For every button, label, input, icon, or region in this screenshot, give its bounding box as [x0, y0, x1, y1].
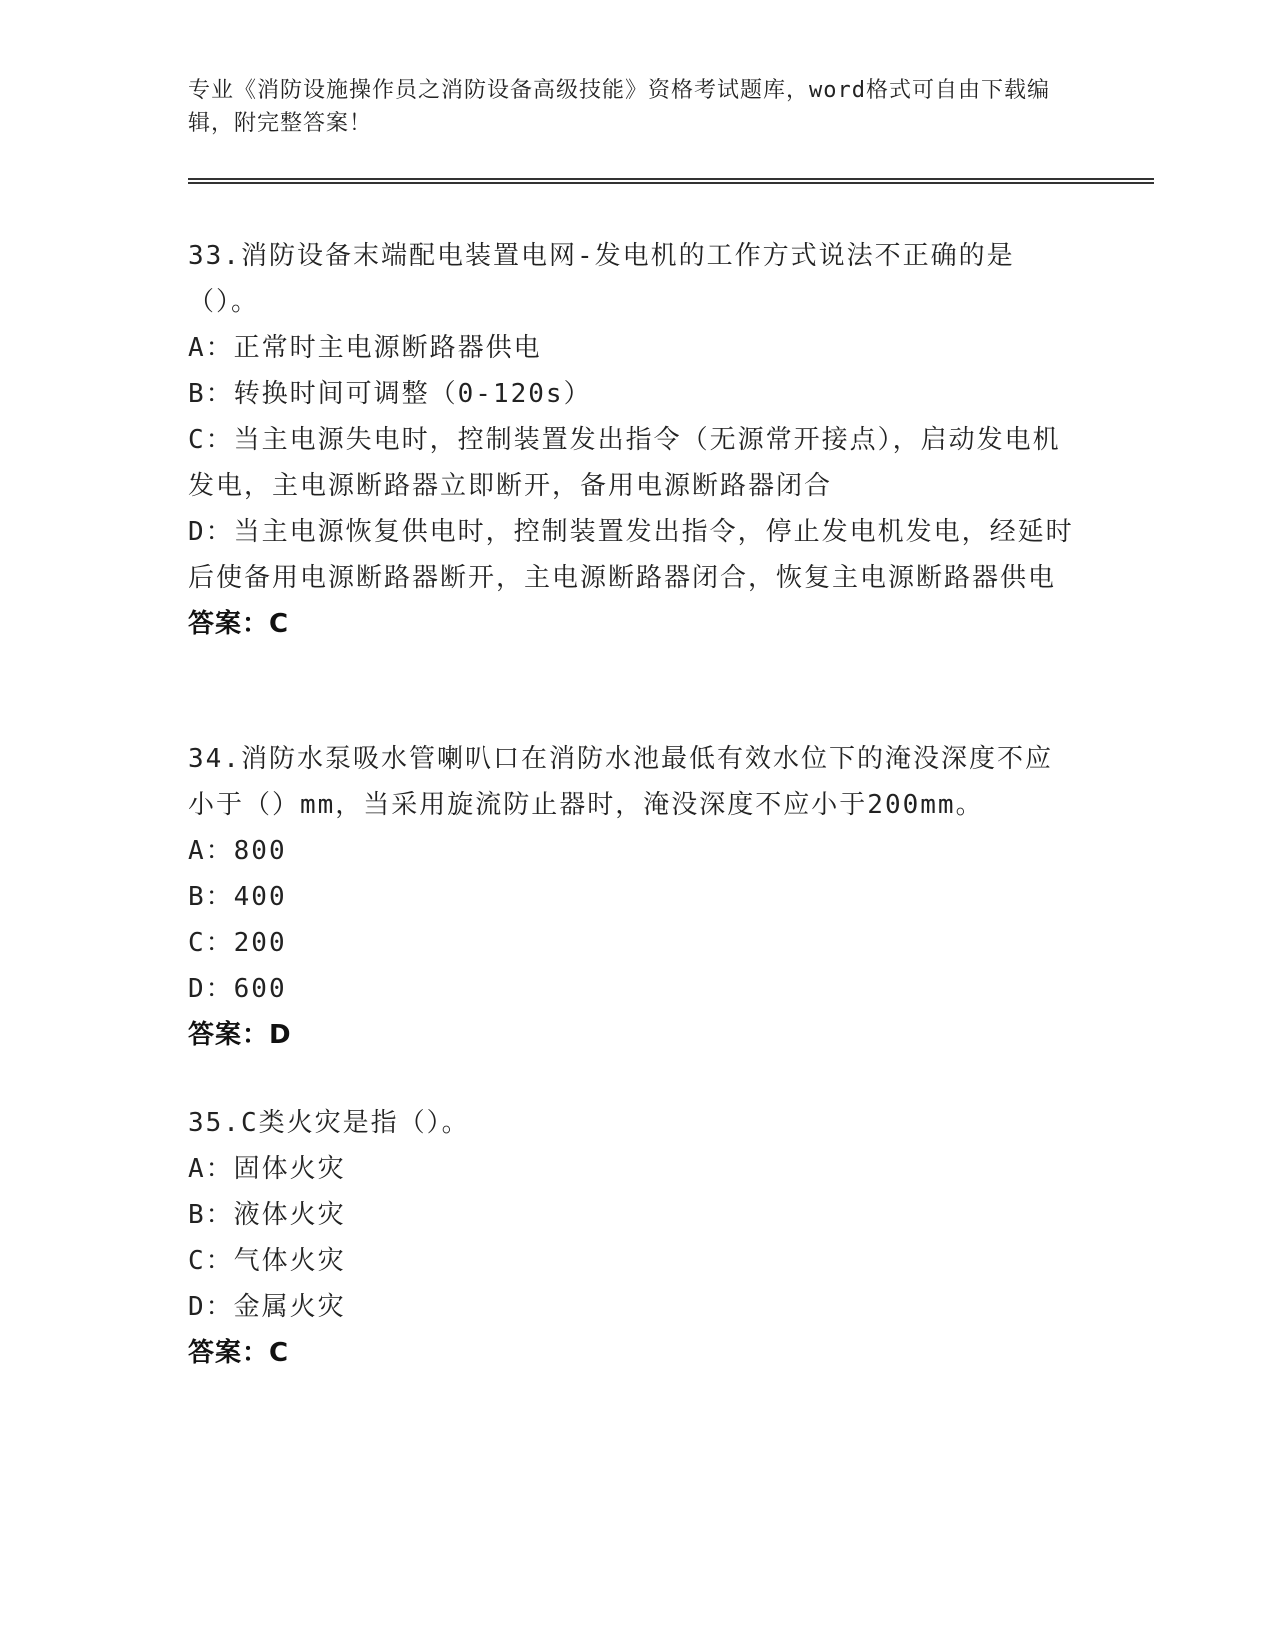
option-d: D：600 — [188, 974, 287, 1004]
header-divider-bottom — [188, 182, 1154, 184]
answer: 答案：C — [188, 1338, 290, 1368]
question-33 — [188, 233, 1078, 647]
option-b: B：液体火灾 — [188, 1200, 346, 1230]
option-c: C：气体火灾 — [188, 1246, 346, 1276]
question-stem: 33.消防设备末端配电装置电网-发电机的工作方式说法不正确的是（）。 — [188, 241, 1015, 317]
question-stem: 34.消防水泵吸水管喇叭口在消防水池最低有效水位下的淹没深度不应小于（）mm，当采用旋流防止器时，淹没深度不应小于200mm。 — [188, 744, 1053, 820]
option-d: D：当主电源恢复供电时，控制装置发出指令，停止发电机发电，经延时后使备用电源断路器断开，主电源断路器闭合，恢复主电源断路器供电 — [188, 517, 1074, 593]
option-a: A：固体火灾 — [188, 1154, 346, 1184]
header-divider-top — [188, 178, 1154, 180]
option-b: B：400 — [188, 882, 287, 912]
option-a: A：正常时主电源断路器供电 — [188, 333, 542, 363]
question-34 — [188, 736, 1078, 1058]
option-a: A：800 — [188, 836, 287, 866]
answer: 答案：D — [188, 1020, 292, 1050]
option-c: C：200 — [188, 928, 287, 958]
answer: 答案：C — [188, 609, 290, 639]
option-b: B：转换时间可调整（0-120s） — [188, 379, 592, 409]
option-c: C：当主电源失电时，控制装置发出指令（无源常开接点），启动发电机发电，主电源断路器立即断开，备用电源断路器闭合 — [188, 425, 1061, 501]
question-35 — [188, 1100, 1078, 1376]
header-note: 专业《消防设施操作员之消防设备高级技能》资格考试题库，word格式可自由下载编辑，附完整答案！ — [188, 78, 1050, 136]
option-d: D：金属火灾 — [188, 1292, 346, 1322]
question-stem: 35.C类火灾是指（）。 — [188, 1108, 470, 1138]
